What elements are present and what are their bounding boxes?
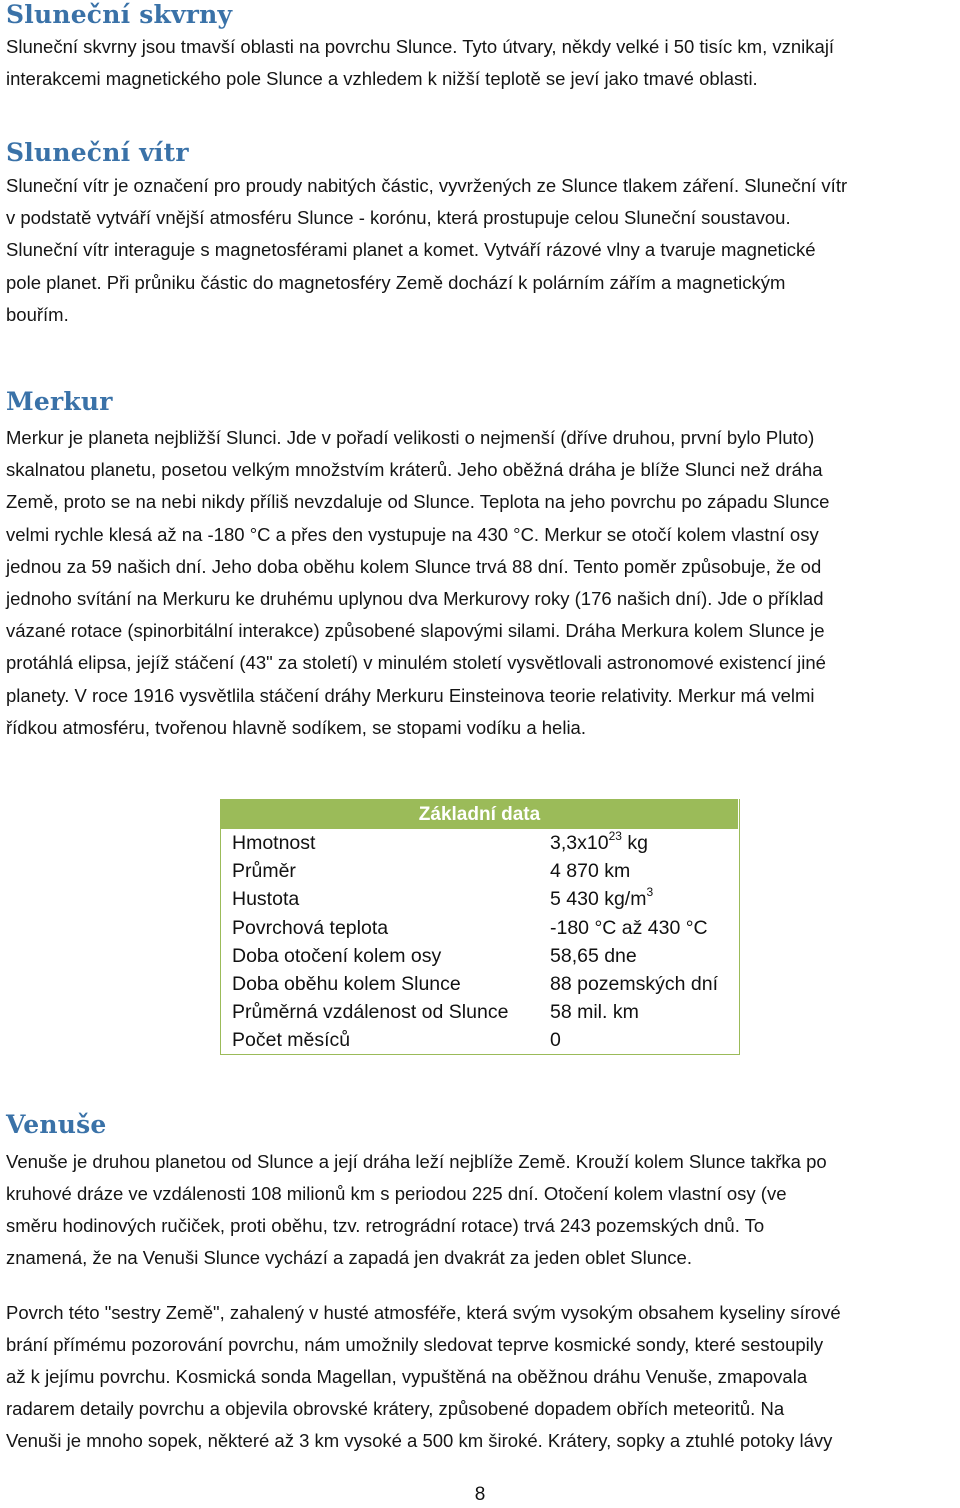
- table-row: [232, 857, 732, 885]
- heading-venuse: Venuše: [6, 1110, 107, 1139]
- basic-data-table: [220, 799, 740, 1055]
- value-exponent: 3: [646, 885, 654, 900]
- text-line: velmi rychle klesá až na -180 °C a přes den vystupuje na 430 °C. Merkur se otočí kolem vlastní osy: [6, 523, 819, 545]
- table-row: [232, 1026, 732, 1054]
- table-cell-value: [550, 1026, 561, 1054]
- table-cell-value: [550, 970, 718, 998]
- table-cell-label: Hustota: [232, 888, 300, 911]
- value-text: 0: [550, 1029, 561, 1052]
- text-line: protáhlá elipsa, jejíž stáčení (43ʺ za století) v minulém století vysvětlovali astronomové existencí jiné: [6, 652, 826, 674]
- value-text: -180 °C až 430 °C: [550, 916, 708, 939]
- table-row: [232, 970, 732, 998]
- text-line: bouřím.: [6, 303, 69, 325]
- table-row: [232, 942, 732, 970]
- value-text: 5 430 kg/m: [550, 888, 647, 911]
- text-line: skalnatou planetu, posetou velkým množstvím kráterů. Jeho oběžná dráha je blíže Slunci než dráha: [6, 459, 823, 481]
- value-text: 58 mil. km: [550, 1001, 639, 1024]
- text-line: interakcemi magnetického pole Slunce a vzhledem k nižší teplotě se jeví jako tmavé oblasti.: [6, 68, 758, 90]
- heading-merkur: Merkur: [6, 387, 113, 416]
- table-cell-value: [550, 885, 653, 913]
- text-line: znamená, že na Venuši Slunce vychází a zapadá jen dvakrát za jeden oblet Slunce.: [6, 1247, 692, 1268]
- table-cell-label: Průměrná vzdálenost od Slunce: [232, 1001, 509, 1024]
- text-line: Povrch této "sestry Země", zahalený v husté atmosféře, která svým vysokým obsahem kyseliny sírové: [6, 1302, 841, 1323]
- text-line: Merkur je planeta nejbližší Slunci. Jde v pořadí velikosti o nejmenší (dříve druhou, první bylo Pluto): [6, 427, 815, 448]
- table-cell-label: Hmotnost: [232, 832, 316, 854]
- paragraph-venuse-2: [6, 1297, 956, 1457]
- value-text: 88 pozemských dní: [550, 973, 719, 995]
- table-row: [232, 914, 732, 942]
- value-text: 4 870 km: [550, 860, 631, 883]
- text-line: řídkou atmosféru, tvořenou hlavně sodíkem, se stopami vodíku a helia.: [6, 716, 586, 738]
- text-line: radarem detaily povrchu a objevila obrovské krátery, způsobené dopadem obřích meteoritů. Na: [6, 1398, 785, 1419]
- table-title: Základní data: [221, 799, 738, 829]
- text-line: brání přímému pozorování povrchu, nám umožnily sledovat teprve kosmické sondy, které sestoupily: [6, 1334, 824, 1355]
- table-row: [232, 885, 732, 913]
- paragraph-venuse-1: [6, 1146, 956, 1274]
- text-line: kruhové dráze ve vzdálenosti 108 milionů km s periodou 225 dní. Otočení kolem vlastní osy (ve: [6, 1183, 787, 1204]
- text-line: Sluneční vítr interaguje s magnetosférami planet a komet. Vytváří rázové vlny a tvaruje magnetické: [6, 239, 816, 261]
- text-line: jednou za 59 našich dní. Jeho doba oběhu kolem Slunce trvá 88 dní. Tento poměr způsobuje, že od: [6, 555, 822, 577]
- text-line: Venuši je mnoho sopek, některé až 3 km vysoké a 500 km široké. Krátery, sopky a ztuhlé potoky lávy: [6, 1430, 833, 1451]
- text-line: Sluneční vítr je označení pro proudy nabitých částic, vyvržených ze Slunce tlakem záření. Sluneční vítr: [6, 175, 848, 196]
- text-line: vázané rotace (spinorbitální interakce) způsobené slapovými silami. Dráha Merkura kolem Slunce je: [6, 620, 825, 642]
- text-line: Sluneční skvrny jsou tmavší oblasti na povrchu Slunce. Tyto útvary, někdy velké i 50 tisíc km, vznikají: [6, 36, 835, 57]
- heading-slunecni-skvrny: Sluneční skvrny: [6, 0, 233, 29]
- text-line: Venuše je druhou planetou od Slunce a její dráha leží nejblíže Země. Krouží kolem Slunce takřka po: [6, 1151, 827, 1172]
- text-line: pole planet. Při průniku částic do magnetosféry Země dochází k polárním zářím a magnetickým: [6, 271, 786, 293]
- text-line: v podstatě vytváří vnější atmosféru Slunce - korónu, která prostupuje celou Sluneční soustavou.: [6, 207, 791, 229]
- heading-slunecni-vitr: Sluneční vítr: [6, 138, 189, 167]
- paragraph-slunecni-skvrny: [6, 31, 956, 95]
- value-exponent: 23: [608, 829, 622, 843]
- table-cell-label: Počet měsíců: [232, 1029, 351, 1052]
- text-line: směru hodinových ručiček, proti oběhu, tzv. retrográdní rotace) trvá 243 pozemských dnů. To: [6, 1215, 765, 1236]
- table-cell-value: [550, 829, 648, 857]
- table-cell-value: [550, 998, 639, 1026]
- text-line: Země, proto se na nebi nikdy příliš nevzdaluje od Slunce. Teplota na jeho povrchu po západu Slunce: [6, 491, 830, 513]
- value-text: 3,3x10: [550, 832, 609, 854]
- paragraph-merkur: [6, 422, 956, 744]
- table-cell-value: [550, 914, 708, 942]
- table-row: [232, 998, 732, 1026]
- table-cell-label: Povrchová teplota: [232, 916, 389, 939]
- value-unit: kg: [621, 832, 648, 854]
- table-row: [232, 829, 732, 857]
- table-cell-value: [550, 857, 630, 885]
- text-line: až k jejímu povrchu. Kosmická sonda Magellan, vypuštěná na oběžnou dráhu Venuše, zmapovala: [6, 1366, 808, 1387]
- table-cell-label: Doba otočení kolem osy: [232, 944, 442, 967]
- text-line: jednoho svítání na Merkuru ke druhému uplynou dva Merkurovy roky (176 našich dní). Jde o příklad: [6, 588, 824, 610]
- table-cell-label: Doba oběhu kolem Slunce: [232, 973, 461, 995]
- value-text: 58,65 dne: [550, 944, 637, 967]
- page-number: 8: [474, 1484, 486, 1505]
- table-cell-label: Průměr: [232, 860, 296, 883]
- text-line: planety. V roce 1916 vysvětlila stáčení dráhy Merkuru Einsteinova teorie relativity. Merkur má velmi: [6, 684, 815, 706]
- table-cell-value: [550, 942, 637, 970]
- paragraph-slunecni-vitr: [6, 170, 956, 331]
